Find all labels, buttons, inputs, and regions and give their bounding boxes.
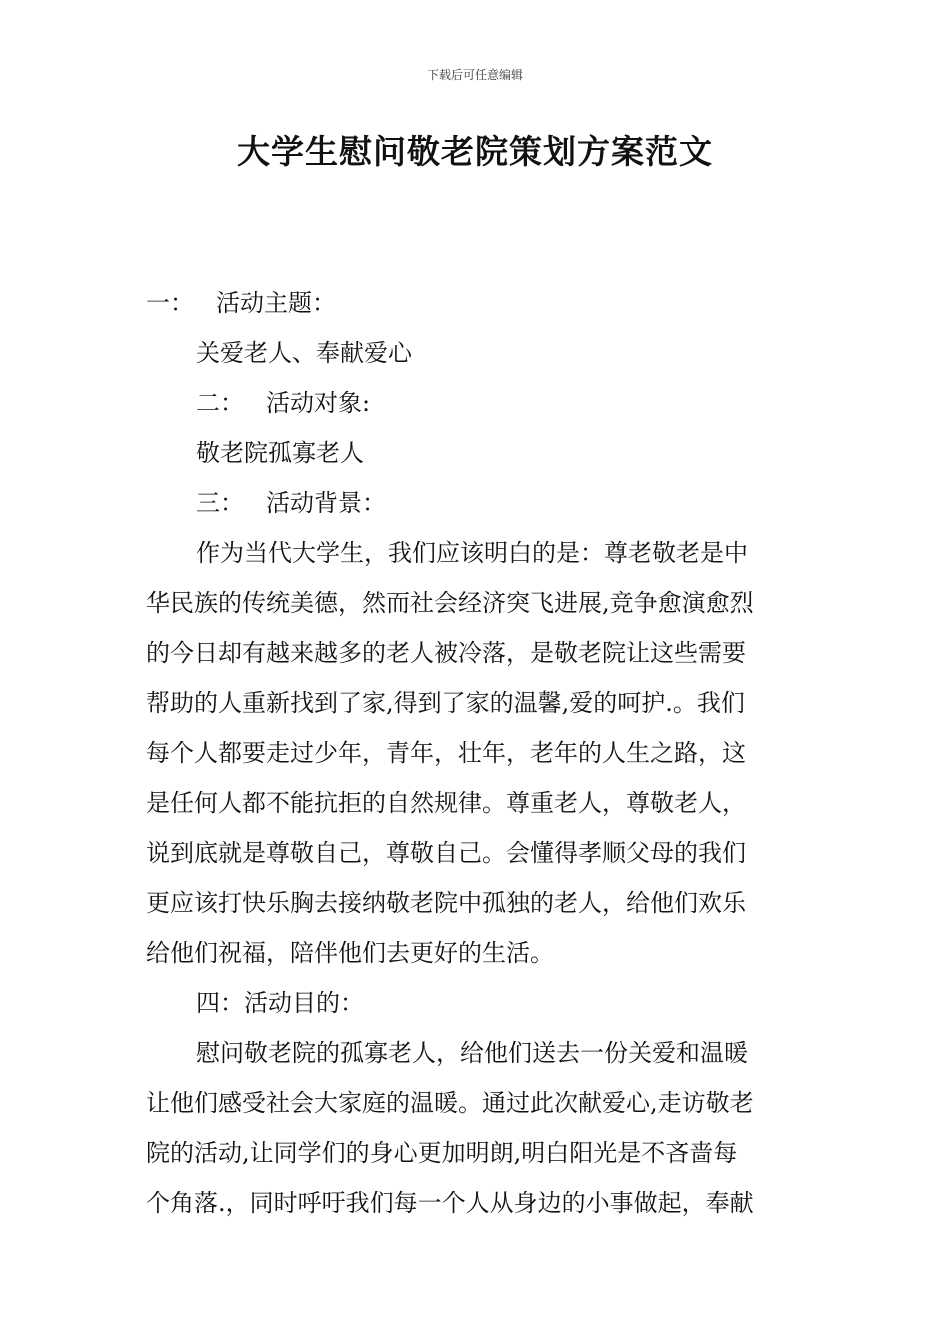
page-header-note: 下载后可任意编辑 <box>426 68 523 82</box>
paragraph-line: 敬老院孤寡老人 <box>196 439 364 467</box>
section-heading-text: 活动主题： <box>216 289 336 317</box>
paragraph-line: 帮助的人重新找到了家,得到了家的温馨,爱的呵护.。我们 <box>146 689 745 717</box>
paragraph-line: 是任何人都不能抗拒的自然规律。尊重老人，尊敬老人， <box>146 789 746 817</box>
section-heading-3 <box>146 478 806 528</box>
section-heading-text: 活动对象: <box>266 389 371 417</box>
section-number: 一： <box>146 289 194 317</box>
paragraph-line: 让他们感受社会大家庭的温暖。通过此次献爱心,走访敬老 <box>146 1089 754 1117</box>
document-body <box>146 278 806 1228</box>
paragraph-line: 作为当代大学生，我们应该明白的是：尊老敬老是中 <box>196 539 748 567</box>
paragraph-line: 每个人都要走过少年，青年，壮年，老年的人生之路，这 <box>146 739 746 767</box>
section-heading-1 <box>146 278 806 328</box>
paragraph-line: 华民族的传统美德，然而社会经济突飞进展,竞争愈演愈烈 <box>146 589 754 617</box>
section-number: 二： <box>196 389 244 417</box>
paragraph-line: 慰问敬老院的孤寡老人，给他们送去一份关爱和温暖 <box>196 1039 748 1067</box>
paragraph-line: 更应该打快乐胸去接纳敬老院中孤独的老人，给他们欢乐 <box>146 889 746 917</box>
paragraph-line: 院的活动,让同学们的身心更加明朗,明白阳光是不吝啬每 <box>146 1139 738 1167</box>
paragraph-line: 关爱老人、奉献爱心 <box>196 339 412 367</box>
section-heading-2 <box>146 378 806 428</box>
section-number: 三： <box>196 489 244 517</box>
section-heading-4: 四：活动目的： <box>196 989 364 1017</box>
paragraph-line: 说到底就是尊敬自己，尊敬自己。会懂得孝顺父母的我们 <box>146 839 746 867</box>
paragraph-line: 个角落.，同时呼吁我们每一个人从身边的小事做起，奉献 <box>146 1189 754 1217</box>
section-heading-text: 活动背景： <box>266 489 386 517</box>
document-title: 大学生慰问敬老院策划方案范文 <box>237 132 713 171</box>
paragraph-line: 给他们祝福，陪伴他们去更好的生活。 <box>146 939 554 967</box>
paragraph-line: 的今日却有越来越多的老人被冷落，是敬老院让这些需要 <box>146 639 746 667</box>
